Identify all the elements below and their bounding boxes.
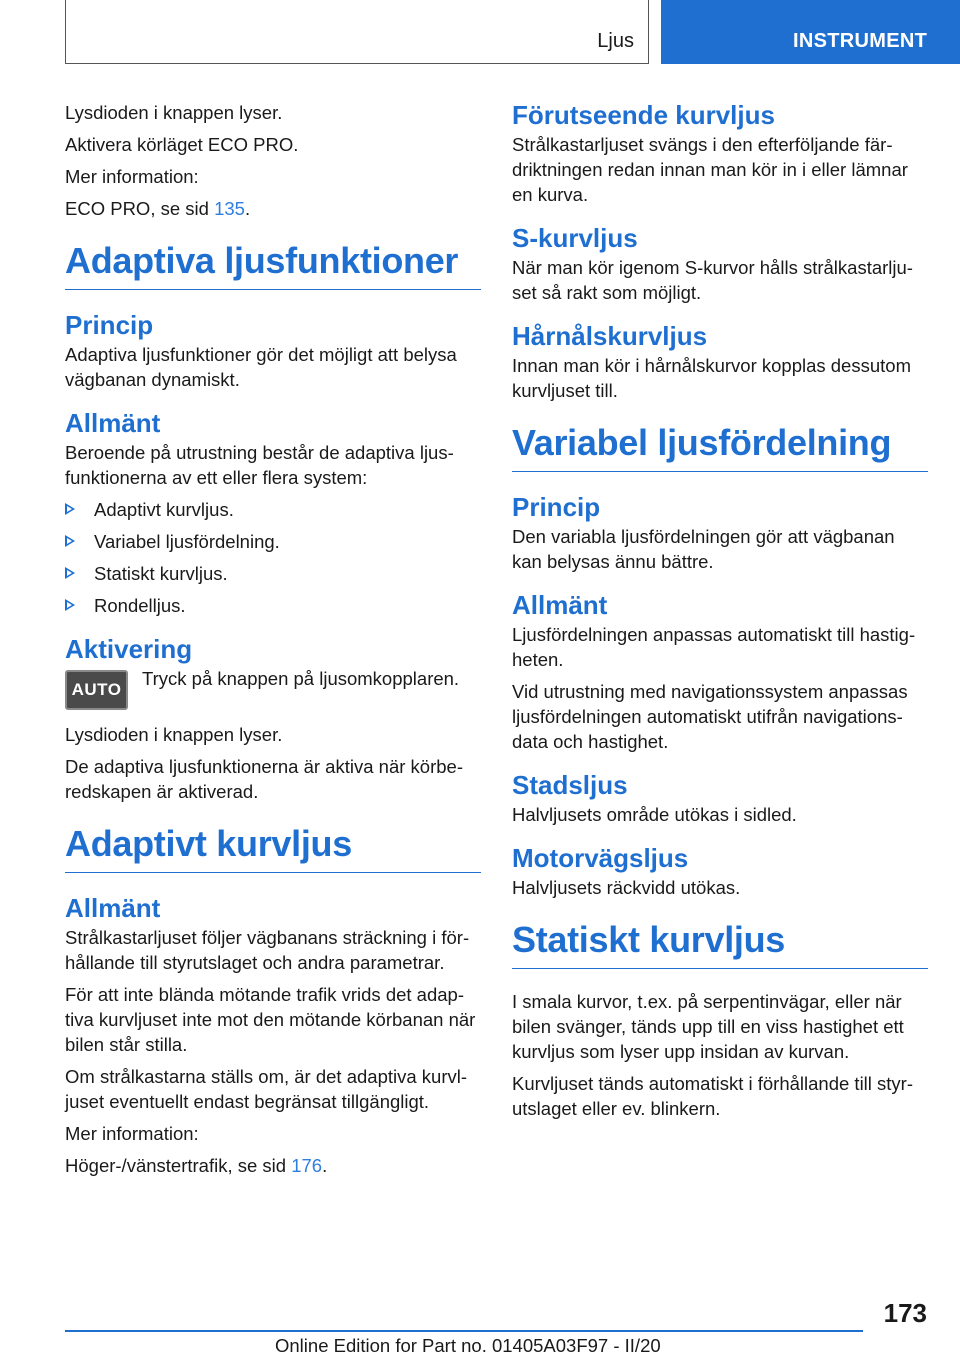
header-chapter-tab [661, 0, 960, 64]
left-column [65, 100, 481, 1185]
intro-paragraph: Aktivera körläget ECO PRO. [65, 134, 299, 155]
section-title-statiskt-kurvljus: Statiskt kurvljus [512, 920, 928, 969]
harnalskurvljus-text: Innan man kör i hårnålskurvor kopplas dessutom kurvljuset till. [512, 355, 911, 401]
subsection-title-motorvagsljus: Motorvägsljus [512, 843, 689, 873]
list-item: Adaptivt kurvljus. [65, 497, 481, 522]
forutseende-text: Strålkastarljuset svängs i den efterföljande färdriktningen redan innan man kör in i eller lämnar en kurva. [512, 134, 908, 205]
intro-paragraph: Mer information: [65, 166, 199, 187]
list-item: Rondelljus. [65, 593, 481, 618]
allmant-text: Ljusfördelningen anpassas automatiskt till hastigheten. [512, 624, 916, 670]
list-item: Variabel ljusfördelning. [65, 529, 481, 554]
subsection-title-s-kurvljus: S-kurvljus [512, 223, 638, 253]
page-number: 173 [883, 1298, 927, 1328]
stadsljus-text: Halvljusets område utökas i sidled. [512, 804, 797, 825]
intro-paragraph: Lysdioden i knappen lyser. [65, 102, 283, 123]
subsection-title-harnalskurvljus: Hårnålskurvljus [512, 321, 708, 351]
section-title-adaptivt-kurvljus: Adaptivt kurvljus [65, 824, 481, 873]
eco-pro-reference: ECO PRO, se sid 135. [65, 198, 251, 219]
allmant-text: Beroende på utrustning består de adaptiva ljusfunktionerna av ett eller flera system: [65, 442, 454, 488]
statiskt-text: I smala kurvor, t.ex. på serpentinvägar, eller när bilen svänger, tänds upp till en viss hastighet ett kurvljus som lyser upp insidan av kurvan. [512, 991, 904, 1062]
princip-text: Adaptiva ljusfunktioner gör det möjligt att belysa vägbanan dynamiskt. [65, 344, 457, 390]
subsection-title-stadsljus: Stadsljus [512, 770, 628, 800]
triangle-bullet-icon [65, 599, 75, 611]
aktivering-text: Lysdioden i knappen lyser. [65, 724, 283, 745]
section-title-variabel-ljusfordelning: Variabel ljusfördelning [512, 423, 928, 472]
auto-button-instruction [65, 666, 481, 712]
footer-edition: Online Edition for Part no. 01405A03F97 - II/20 [275, 1335, 661, 1356]
subsection-title-princip: Princip [512, 492, 601, 522]
triangle-bullet-icon [65, 535, 75, 547]
aktivering-instruction-text: Tryck på knappen på ljusomkopplaren. [142, 668, 460, 689]
footer-divider [65, 1330, 863, 1332]
motorvagsljus-text: Halvljusets räckvidd utökas. [512, 877, 741, 898]
triangle-bullet-icon [65, 503, 75, 515]
auto-button-icon: AUTO [65, 670, 128, 710]
header-chapter-title: INSTRUMENT [793, 30, 928, 52]
system-list [65, 497, 481, 618]
subsection-title-forutseende-kurvljus: Förutseende kurvljus [512, 100, 775, 130]
traffic-reference: Höger-/vänstertrafik, se sid 176. [65, 1155, 328, 1176]
section-title-adaptiva-ljusfunktioner: Adaptiva ljusfunktioner [65, 241, 481, 290]
allmant-text: Vid utrustning med navigationssystem anpassas ljusfördelningen automatiskt utifrån navigationsdata och hastighet. [512, 681, 908, 752]
subsection-title-allmant: Allmänt [65, 893, 161, 923]
subsection-title-princip: Princip [65, 310, 154, 340]
page-link-135[interactable]: 135 [214, 198, 245, 219]
page-link-176[interactable]: 176 [291, 1155, 323, 1176]
header-section-title: Ljus [597, 30, 634, 52]
header-section-box [65, 0, 649, 64]
kurvljus-text: För att inte blända mötande trafik vrids det adaptiva kurvljuset inte mot den mötande körbanan när bilen står stilla. [65, 984, 476, 1055]
s-kurvljus-text: När man kör igenom S-kurvor hålls strålkastarljuset så rakt som möjligt. [512, 257, 913, 303]
princip-text: Den variabla ljusfördelningen gör att vägbanan kan belysas ännu bättre. [512, 526, 895, 572]
statiskt-text: Kurvljuset tänds automatiskt i förhållande till styrutslaget eller ev. blinkern. [512, 1073, 914, 1119]
kurvljus-text: Mer information: [65, 1123, 199, 1144]
aktivering-text: De adaptiva ljusfunktionerna är aktiva när körberedskapen är aktiverad. [65, 756, 463, 802]
subsection-title-allmant: Allmänt [65, 408, 161, 438]
subsection-title-aktivering: Aktivering [65, 634, 193, 664]
kurvljus-text: Strålkastarljuset följer vägbanans sträckning i förhållande till styrutslaget och andra parametrar. [65, 927, 470, 973]
subsection-title-allmant: Allmänt [512, 590, 608, 620]
kurvljus-text: Om strålkastarna ställs om, är det adaptiva kurvljuset eventuellt endast begränsat tillgängligt. [65, 1066, 468, 1112]
list-item: Statiskt kurvljus. [65, 561, 481, 586]
right-column [512, 100, 928, 1128]
triangle-bullet-icon [65, 567, 75, 579]
